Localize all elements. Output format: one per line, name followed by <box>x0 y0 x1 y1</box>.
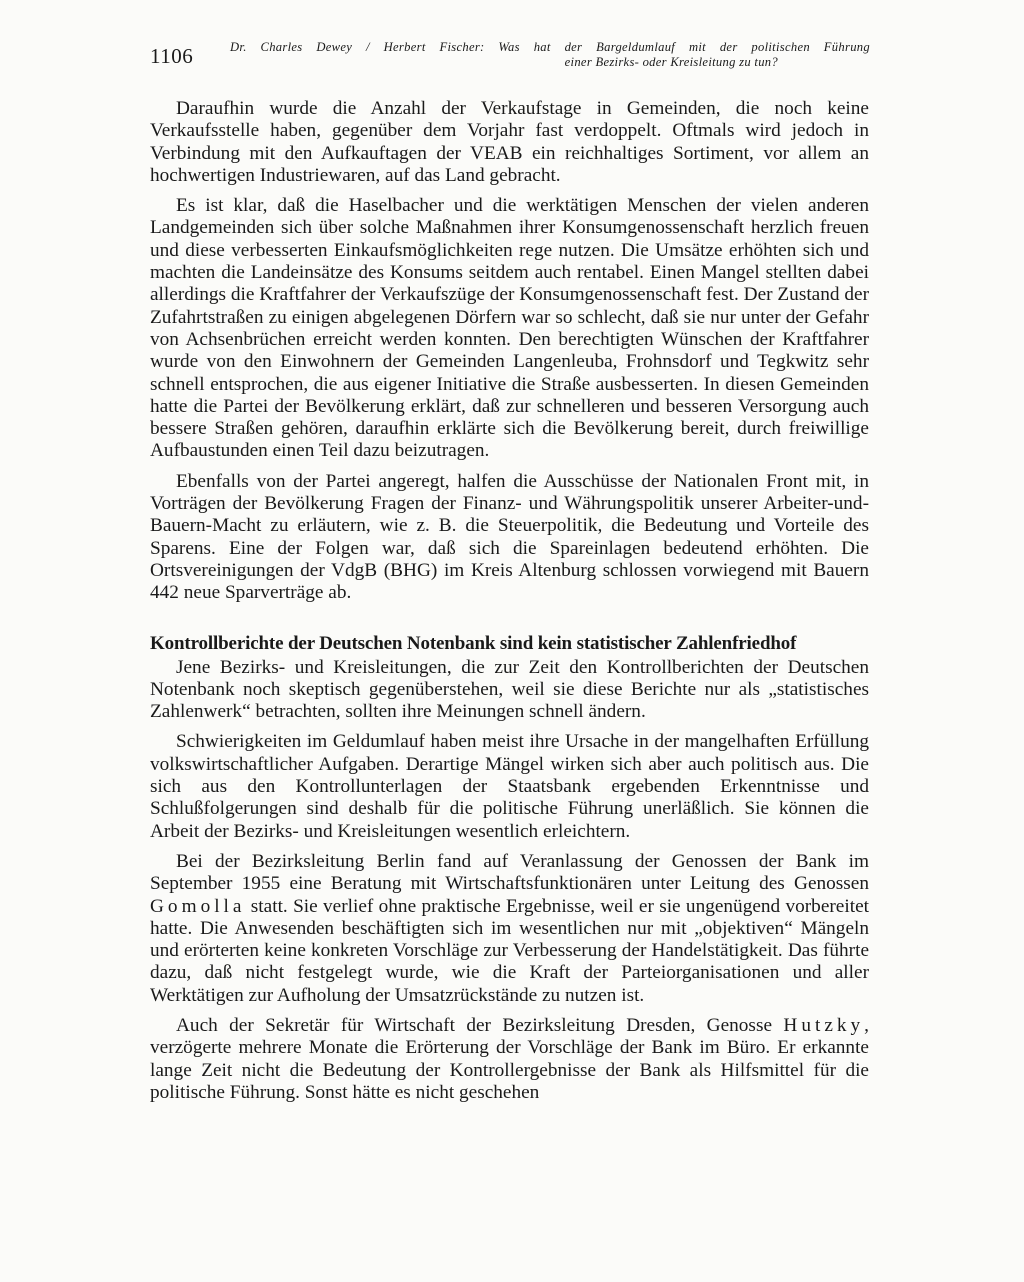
paragraph-text: Auch der Sekretär für Wirtschaft der Bezirksleitung Dresden, Genosse <box>176 1014 784 1036</box>
section-heading: Kontrollberichte der Deutschen Notenbank sind kein statistischer Zahlenfriedhof <box>150 632 797 654</box>
page-number: 1106 <box>150 44 194 68</box>
paragraph: Es ist klar, daß die Haselbacher und die werktätigen Menschen der vielen anderen Landgemeinden sich über solche Maßnahmen ihrer Konsumgenossenschaft herzlich freuen und diese verbesserten Einkaufsmöglichkeiten rege nutzen. Die Umsätze erhöhten sich und machten die Landeinsätze des Konsums seitdem auch rentabel. Einen Mangel stellten dabei allerdings die Kraftfahrer der Verkaufszüge der Konsumgenossenschaft fest. Der Zustand der Zufahrtstraßen zu einigen abgelegenen Dörfern war so schlecht, daß sie nur unter der Gefahr von Achsenbrüchen erreicht werden konnten. Den berechtigten Wünschen der Kraftfahrer wurde von den Einwohnern der Gemeinden Langenleuba, Frohnsdorf und Tegkwitz sehr schnell entsprochen, die aus eigener Initiative die Straße ausbesserten. In diesen Gemeinden hatte die Partei der Bevölkerung erklärt, daß zur schnelleren und besseren Versorgung auch bessere Straßen gehören, daraufhin erklärte sich die Bevölkerung bereit, durch freiwillige Aufbaustunden einen Teil dazu beizutragen. <box>150 195 869 462</box>
paragraph-text: Bei der Bezirksleitung Berlin fand auf Veranlassung der Genossen der Bank im September 1955 eine Beratung mit Wirtschaftsfunktionären unter Leitung des Genossen <box>150 850 869 895</box>
paragraph-text: statt. Sie verlief ohne praktische Ergebnisse, weil er sie ungenügend vorbereitet hatte. Die Anwesenden beschäftigten sich im wesentlichen nur mit „objektiven“ Mängeln und erörterten keine konkreten Vorschläge zur Verbesserung der Handelstätigkeit. Das führte dazu, daß nicht festgelegt wurde, wie die Kraft der Parteiorganisationen und aller Werktätigen zur Aufholung der Umsatzrückstände zu nutzen ist. <box>150 895 869 1006</box>
paragraph: Daraufhin wurde die Anzahl der Verkaufstage in Gemeinden, die noch keine Verkaufsstelle haben, gegenüber dem Vorjahr fast verdoppelt. Oftmals wird jedoch in Verbindung mit den Aufkauftagen der VEAB ein reichhaltiges Sortiment, vor allem an hochwertigen Industriewaren, auf das Land gebracht. <box>150 98 869 186</box>
paragraph-text: , verzögerte mehrere Monate die Erörterung der Vorschläge der Bank im Büro. Er erkannte lange Zeit nicht die Bedeutung der Kontrollergebnisse der Bank als Hilfsmittel für die politische Führung. Sonst hätte es nicht geschehen <box>150 1014 869 1103</box>
article-body <box>150 98 869 1112</box>
paragraph <box>150 851 869 1007</box>
running-head-line-2: einer Bezirks- oder Kreisleitung zu tun? <box>564 55 778 69</box>
paragraph: Ebenfalls von der Partei angeregt, halfen die Ausschüsse der Nationalen Front mit, in Vorträgen der Bevölkerung Fragen der Finanz- und Währungspolitik unserer Arbeiter-und-Bauern-Macht zu erläutern, wie z. B. die Steuerpolitik, die Bedeutung und Vorteile des Sparens. Eine der Folgen war, daß sich die Spareinlagen bedeutend erhöhten. Die Ortsvereinigungen der VdgB (BHG) im Kreis Altenburg schlossen vorwiegend mit Bauern 442 neue Sparverträge ab. <box>150 470 869 604</box>
paragraph <box>150 1015 869 1104</box>
running-head <box>230 40 870 70</box>
running-head-line-1: Dr. Charles Dewey / Herbert Fischer: Was hat der Bargeldumlauf mit der politischen Führung <box>230 40 870 54</box>
paragraph: Schwierigkeiten im Geldumlauf haben meist ihre Ursache in der mangelhaften Erfüllung volkswirtschaftlicher Aufgaben. Derartige Mängel wirken sich aber auch politisch aus. Die sich aus den Kontrollunterlagen der Staatsbank ergebenden Erkenntnisse und Schlußfolgerungen sind deshalb für die politische Führung unerläßlich. Sie können die Arbeit der Bezirks- und Kreisleitungen wesentlich erleichtern. <box>150 731 869 842</box>
person-name-hutzky: Hutzky <box>783 1014 865 1036</box>
paragraph: Jene Bezirks- und Kreisleitungen, die zur Zeit den Kontrollberichten der Deutschen Notenbank noch skeptisch gegenüberstehen, weil sie diese Berichte nur als „statistisches Zahlenwerk“ betrachten, sollten ihre Meinungen schnell ändern. <box>150 656 869 723</box>
person-name-gomolla: Gomolla <box>150 895 246 917</box>
page-header <box>150 40 870 74</box>
